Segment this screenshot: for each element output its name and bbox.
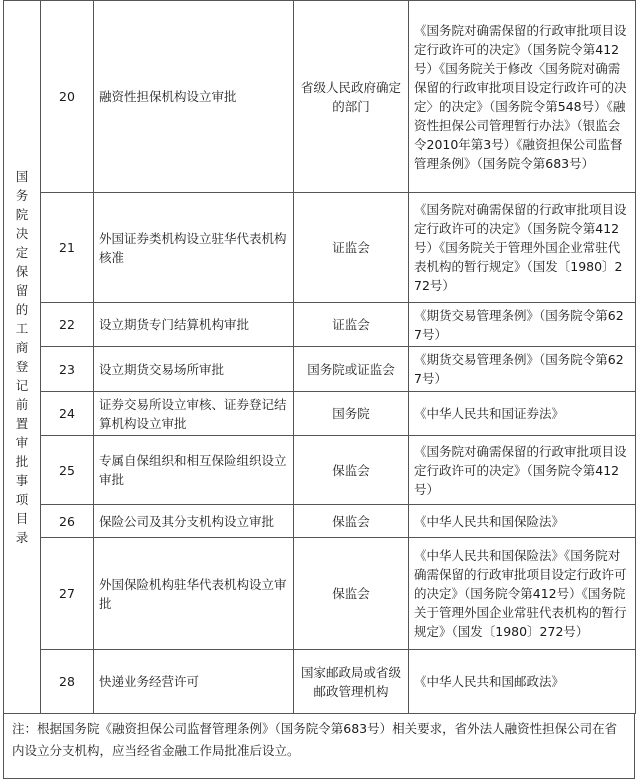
table-row: [4, 650, 636, 714]
table-row: [4, 193, 636, 303]
approval-authority: 保监会: [294, 436, 409, 505]
row-number: 24: [41, 392, 94, 436]
table-row: [4, 392, 636, 436]
approval-authority: 证监会: [294, 303, 409, 347]
approval-authority: 省级人民政府确定的部门: [294, 1, 409, 193]
legal-basis: 《国务院对确需保留的行政审批项目设定行政许可的决定》（国务院令第412号）: [409, 436, 636, 505]
approval-items-table: [3, 0, 636, 714]
item-name: 融资性担保机构设立审批: [94, 1, 294, 193]
table-row: [4, 505, 636, 538]
footnote: 注：根据国务院《融资担保公司监督管理条例》（国务院令第683号）相关要求，省外法人融资性担保公司在省内设立分支机构，应当经省金融工作局批准后设立。: [3, 713, 635, 779]
approval-authority: 国务院: [294, 392, 409, 436]
row-number: 21: [41, 193, 94, 303]
legal-basis: 《国务院对确需保留的行政审批项目设定行政许可的决定》（国务院令第412号）《国务院关于管理外国企业常驻代表机构的暂行规定》（国发〔1980〕272号）: [409, 193, 636, 303]
item-name: 专属自保组织和相互保险组织设立审批: [94, 436, 294, 505]
row-number: 27: [41, 538, 94, 650]
table-row: [4, 538, 636, 650]
item-name: 证券交易所设立审核、证券登记结算机构设立审批: [94, 392, 294, 436]
legal-basis: 《期货交易管理条例》（国务院令第627号）: [409, 347, 636, 392]
row-number: 23: [41, 347, 94, 392]
legal-basis: 《中华人民共和国保险法》: [409, 505, 636, 538]
category-cell: [4, 1, 41, 714]
category-label: 国务院决定保留的工商登记前置审批事项目录: [15, 169, 29, 545]
item-name: 保险公司及其分支机构设立审批: [94, 505, 294, 538]
row-number: 20: [41, 1, 94, 193]
table-row: [4, 347, 636, 392]
approval-authority: 保监会: [294, 538, 409, 650]
item-name: 快递业务经营许可: [94, 650, 294, 714]
table-row: [4, 436, 636, 505]
legal-basis: 《国务院对确需保留的行政审批项目设定行政许可的决定》（国务院令第412号）《国务院关于修改〈国务院对确需保留的行政审批项目设定行政许可的决定〉的决定》（国务院令第548号）《融资性担保公司管理暂行办法》（银监会令2010年第3号）《融资担保公司监督管理条例》（国务院令第683号）: [409, 1, 636, 193]
row-number: 25: [41, 436, 94, 505]
item-name: 设立期货专门结算机构审批: [94, 303, 294, 347]
row-number: 22: [41, 303, 94, 347]
approval-authority: 国务院或证监会: [294, 347, 409, 392]
approval-authority: 国家邮政局或省级邮政管理机构: [294, 650, 409, 714]
row-number: 26: [41, 505, 94, 538]
approval-authority: 证监会: [294, 193, 409, 303]
legal-basis: 《中华人民共和国邮政法》: [409, 650, 636, 714]
item-name: 外国保险机构驻华代表机构设立审批: [94, 538, 294, 650]
legal-basis: 《中华人民共和国保险法》《国务院对确需保留的行政审批项目设定行政许可的决定》（国务院令第412号）《国务院关于管理外国企业常驻代表机构的暂行规定》（国发〔1980〕272号）: [409, 538, 636, 650]
legal-basis: 《期货交易管理条例》（国务院令第627号）: [409, 303, 636, 347]
row-number: 28: [41, 650, 94, 714]
legal-basis: 《中华人民共和国证券法》: [409, 392, 636, 436]
table-row: [4, 1, 636, 193]
approval-authority: 保监会: [294, 505, 409, 538]
table-row: [4, 303, 636, 347]
item-name: 外国证券类机构设立驻华代表机构核准: [94, 193, 294, 303]
item-name: 设立期货交易场所审批: [94, 347, 294, 392]
